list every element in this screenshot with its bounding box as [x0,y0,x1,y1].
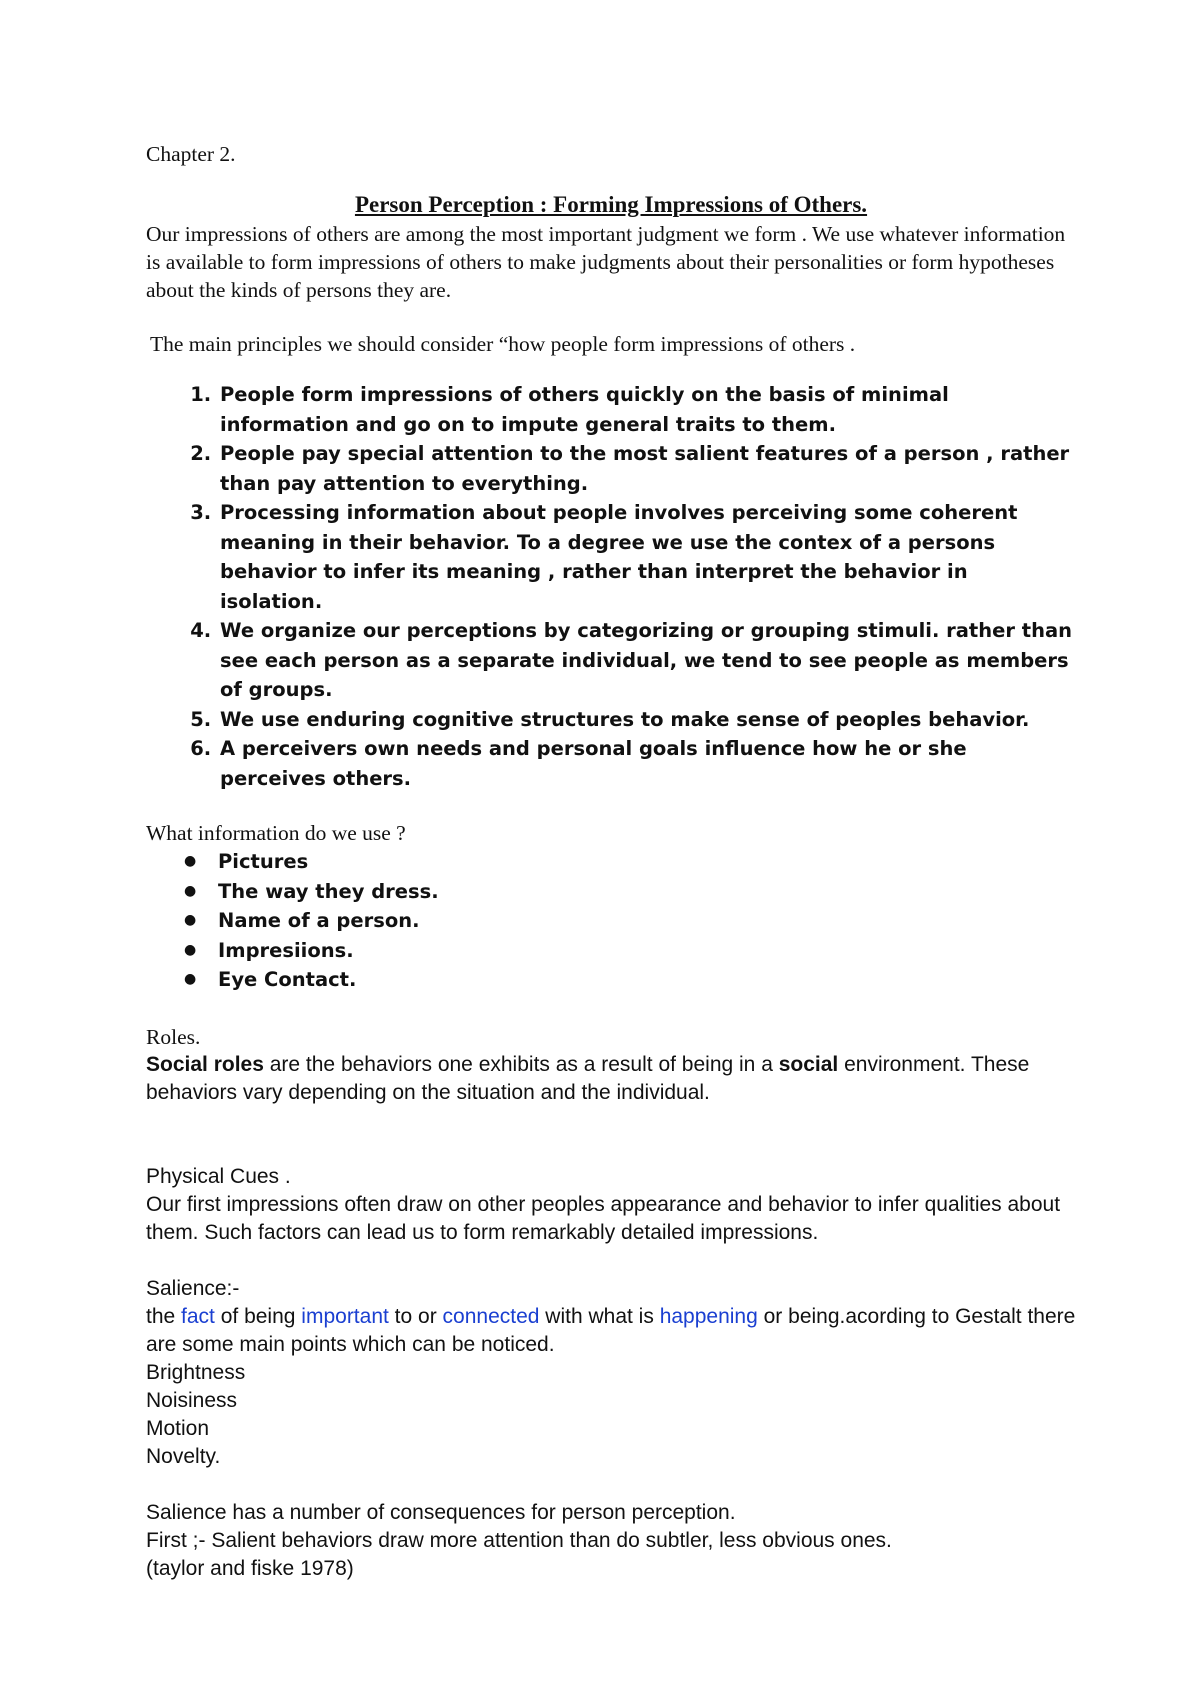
salience-text: or being.acording to Gestalt there are some main points which can be noticed. [146,1304,1076,1356]
salience-text: to or [388,1304,443,1328]
list-item: 5. We use enduring cognitive structures to make sense of peoples behavior. [218,705,1076,735]
salience-point: Motion [146,1416,210,1440]
physical-cues-heading: Physical Cues . [146,1164,291,1188]
list-item: 4. We organize our perceptions by categorizing or grouping stimuli. rather than see each person as a separate individual, we tend to see people as members of groups. [218,616,1076,705]
salience-paragraph [146,1303,1076,1359]
link-happening[interactable]: happening [659,1304,758,1328]
physical-cues-paragraph: Our first impressions often draw on other peoples appearance and behavior to infer qualities about them. Such factors can lead us to form remarkably detailed impressions. [146,1192,1061,1244]
info-question: What information do we use ? [146,821,406,845]
info-list [146,847,1076,995]
roles-paragraph [146,1051,1076,1107]
chapter-label: Chapter 2. [146,142,236,166]
salience-point: Noisiness [146,1388,238,1412]
link-fact[interactable]: fact [181,1304,215,1328]
list-item: 2. People pay special attention to the most salient features of a person , rather than pay attention to everything. [218,439,1076,498]
list-item: ● Pictures [218,847,1076,877]
salience-heading: Salience:- [146,1276,240,1300]
list-item: 6. A perceivers own needs and personal goals influence how he or she perceives others. [218,734,1076,793]
principles-intro: The main principles we should consider “how people form impressions of others . [150,332,856,356]
list-item: ● Name of a person. [218,906,1076,936]
list-item: ● Impresiions. [218,936,1076,966]
consequences-line: Salience has a number of consequences for person perception. [146,1500,736,1524]
salience-text: the [146,1304,182,1328]
list-item: 1. People form impressions of others quickly on the basis of minimal information and go on to impute general traits to them. [218,380,1076,439]
principles-list [146,380,1076,793]
list-item: ● The way they dress. [218,877,1076,907]
roles-text-2: environment. These behaviors vary depending on the situation and the individual. [146,1052,1030,1104]
citation: (taylor and fiske 1978) [146,1556,354,1580]
salience-point: Brightness [146,1360,246,1384]
roles-heading: Roles. [146,1024,201,1049]
link-connected[interactable]: connected [442,1304,540,1328]
consequences-line: First ;- Salient behaviors draw more attention than do subtler, less obvious ones. [146,1528,892,1552]
document-page [146,140,1076,1583]
salience-text: with what is [539,1304,660,1328]
social-roles-term: Social roles [146,1052,264,1076]
list-item: ● Eye Contact. [218,965,1076,995]
document-title: Person Perception : Forming Impressions of Others. [354,192,868,217]
salience-point: Novelty. [146,1444,221,1468]
list-item: 3. Processing information about people involves perceiving some coherent meaning in their behavior. To a degree we use the contex of a persons behavior to infer its meaning , rather than interpret the behavior in isolation. [218,498,1076,616]
intro-paragraph: Our impressions of others are among the most important judgment we form . We use whatever information is available to form impressions of others to make judgments about their personalities or form hypotheses about the kinds of persons they are. [146,222,1066,302]
social-term: social [778,1052,839,1076]
roles-text-1: are the behaviors one exhibits as a result of being in a [263,1052,779,1076]
link-important[interactable]: important [301,1304,389,1328]
salience-text: of being [214,1304,302,1328]
